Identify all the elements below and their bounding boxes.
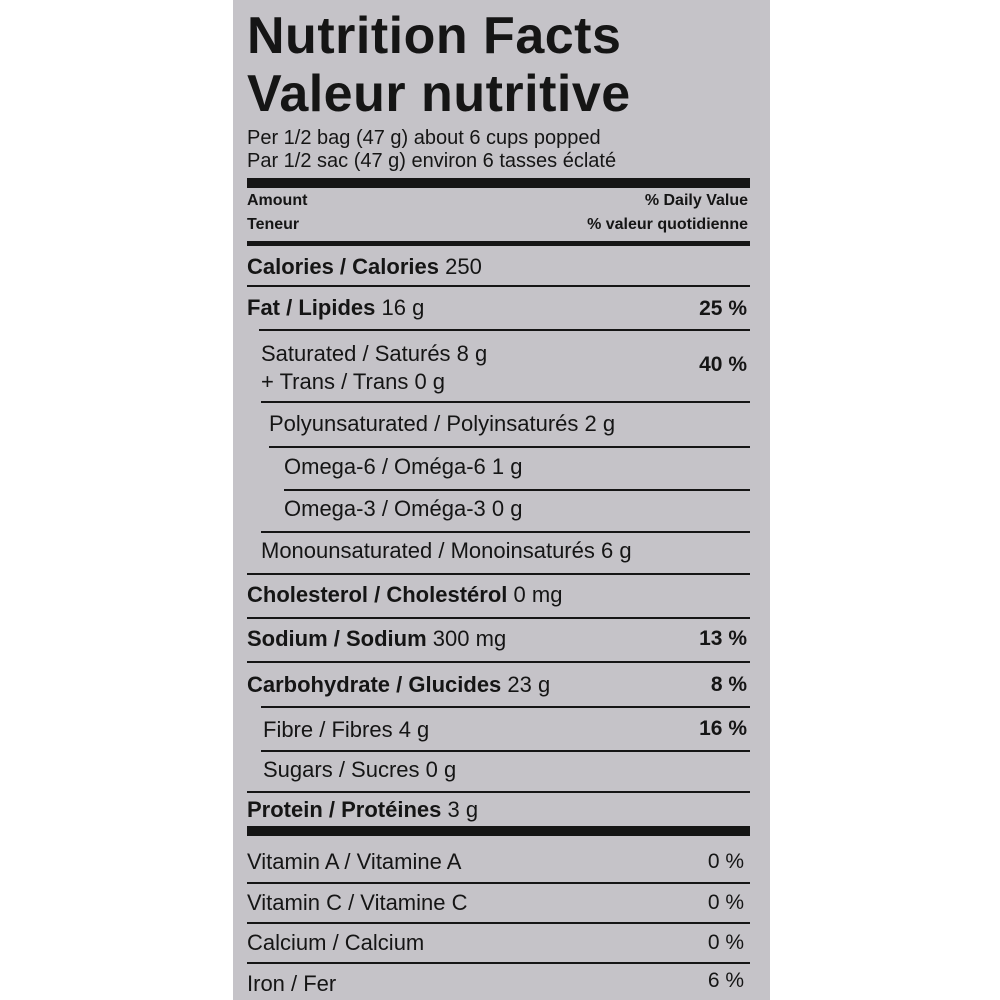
sodium-row bbox=[247, 628, 506, 650]
fibre-row: Fibre / Fibres 4 g bbox=[263, 717, 430, 742]
calories-row bbox=[247, 256, 482, 278]
protein-amount: 3 g bbox=[447, 797, 479, 822]
cholesterol-label: Cholesterol / Cholestérol bbox=[247, 582, 508, 607]
divider-line bbox=[261, 706, 750, 708]
fat-label: Fat / Lipides bbox=[247, 295, 376, 320]
divider-line bbox=[247, 922, 750, 924]
divider-line bbox=[247, 285, 750, 287]
omega-3-row: Omega-3 / Oméga-3 0 g bbox=[284, 496, 523, 521]
serving-size-english: Per 1/2 bag (47 g) about 6 cups popped bbox=[247, 127, 601, 149]
sodium-daily-value: 13 % bbox=[699, 627, 747, 650]
amount-header-english: Amount bbox=[247, 192, 308, 209]
divider-line bbox=[247, 962, 750, 964]
fat-row bbox=[247, 297, 424, 319]
divider-line bbox=[247, 791, 750, 793]
cholesterol-amount: 0 mg bbox=[513, 582, 563, 607]
divider-line bbox=[269, 446, 750, 448]
fat-amount: 16 g bbox=[381, 295, 425, 320]
omega-6-row: Omega-6 / Oméga-6 1 g bbox=[284, 454, 523, 479]
calcium-label: Calcium / Calcium bbox=[247, 930, 425, 955]
protein-label: Protein / Protéines bbox=[247, 797, 442, 822]
daily-value-header-french: % valeur quotidienne bbox=[587, 216, 748, 233]
monounsaturated-row: Monounsaturated / Monoinsaturés 6 g bbox=[261, 538, 632, 563]
divider-line bbox=[247, 573, 750, 575]
divider-line bbox=[284, 489, 750, 491]
sodium-amount: 300 mg bbox=[432, 626, 507, 651]
calories-label: Calories / Calories bbox=[247, 254, 439, 279]
divider-line bbox=[247, 617, 750, 619]
sugars-row: Sugars / Sucres 0 g bbox=[263, 757, 457, 782]
vitamin-a-daily-value: 0 % bbox=[707, 850, 744, 873]
divider-thick-top bbox=[247, 178, 750, 188]
carbohydrate-daily-value: 8 % bbox=[710, 673, 747, 696]
divider-line bbox=[259, 329, 750, 331]
divider-thick-vitamins bbox=[247, 826, 750, 836]
iron-label: Iron / Fer bbox=[247, 971, 337, 996]
vitamin-c-label: Vitamin C / Vitamine C bbox=[247, 890, 468, 915]
fat-daily-value: 25 % bbox=[699, 297, 747, 320]
trans-fat-row: + Trans / Trans 0 g bbox=[261, 369, 446, 394]
saturated-trans-daily-value: 40 % bbox=[699, 353, 747, 376]
divider-header bbox=[247, 241, 750, 246]
saturated-fat-row: Saturated / Saturés 8 g bbox=[261, 341, 488, 366]
nutrition-facts-label bbox=[247, 0, 750, 1000]
title-french: Valeur nutritive bbox=[247, 65, 631, 123]
calories-amount: 250 bbox=[445, 254, 482, 279]
divider-line bbox=[247, 882, 750, 884]
polyunsaturated-row: Polyunsaturated / Polyinsaturés 2 g bbox=[269, 411, 616, 436]
amount-header-french: Teneur bbox=[247, 216, 300, 233]
vitamin-c-daily-value: 0 % bbox=[707, 891, 744, 914]
carbohydrate-amount: 23 g bbox=[507, 672, 551, 697]
iron-daily-value: 6 % bbox=[707, 969, 744, 992]
protein-row bbox=[247, 799, 478, 821]
carbohydrate-row bbox=[247, 674, 550, 696]
sodium-label: Sodium / Sodium bbox=[247, 626, 427, 651]
divider-line bbox=[261, 401, 750, 403]
daily-value-header-english: % Daily Value bbox=[644, 192, 748, 209]
cholesterol-row bbox=[247, 584, 562, 606]
divider-line bbox=[261, 750, 750, 752]
title-english: Nutrition Facts bbox=[247, 7, 622, 65]
divider-line bbox=[261, 531, 750, 533]
fibre-daily-value: 16 % bbox=[699, 717, 747, 740]
calcium-daily-value: 0 % bbox=[707, 931, 744, 954]
vitamin-a-label: Vitamin A / Vitamine A bbox=[247, 849, 462, 874]
serving-size-french: Par 1/2 sac (47 g) environ 6 tasses éclaté bbox=[247, 150, 617, 172]
carbohydrate-label: Carbohydrate / Glucides bbox=[247, 672, 502, 697]
divider-line bbox=[247, 661, 750, 663]
